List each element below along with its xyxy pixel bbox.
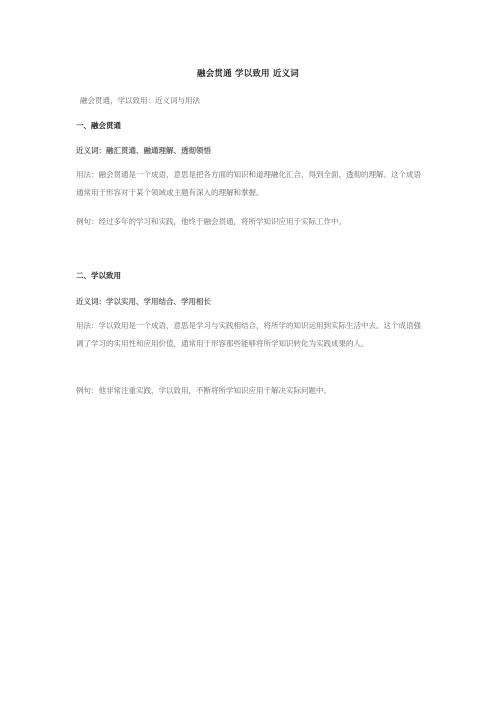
- section-2-example: 例句：他非常注重实践，学以致用，不断将所学知识应用于解决实际问题中。: [76, 386, 331, 395]
- section-1-heading: 一、融会贯通: [76, 121, 121, 130]
- document-intro: 融会贯通，学以致用：近义词与用法: [80, 96, 200, 105]
- document-title: 融会贯通 学以致用 近义词: [196, 69, 300, 79]
- section-1-usage: 用法：融会贯通是一个成语，意思是把各方面的知识和道理融化汇合，得到全面、透彻的理解。这个成语通常用于形容对于某个领域或主题有深入的理解和掌握。: [76, 170, 421, 197]
- section-2-usage: 用法：学以致用是一个成语，意思是学习与实践相结合，将所学的知识运用到实际生活中去。这个成语强调了学习的实用性和应用价值，通常用于形容那些能够将所学知识转化为实践成果的人。: [76, 321, 421, 348]
- section-2-heading: 二、学以致用: [76, 271, 121, 280]
- section-1-example: 例句：经过多年的学习和实践，他终于融会贯通，将所学知识应用于实际工作中。: [76, 217, 346, 226]
- section-1-synonyms: 近义词：融汇贯通、融通理解、透彻领悟: [76, 146, 211, 155]
- section-2-synonyms: 近义词：学以实用、学用结合、学用相长: [76, 297, 211, 306]
